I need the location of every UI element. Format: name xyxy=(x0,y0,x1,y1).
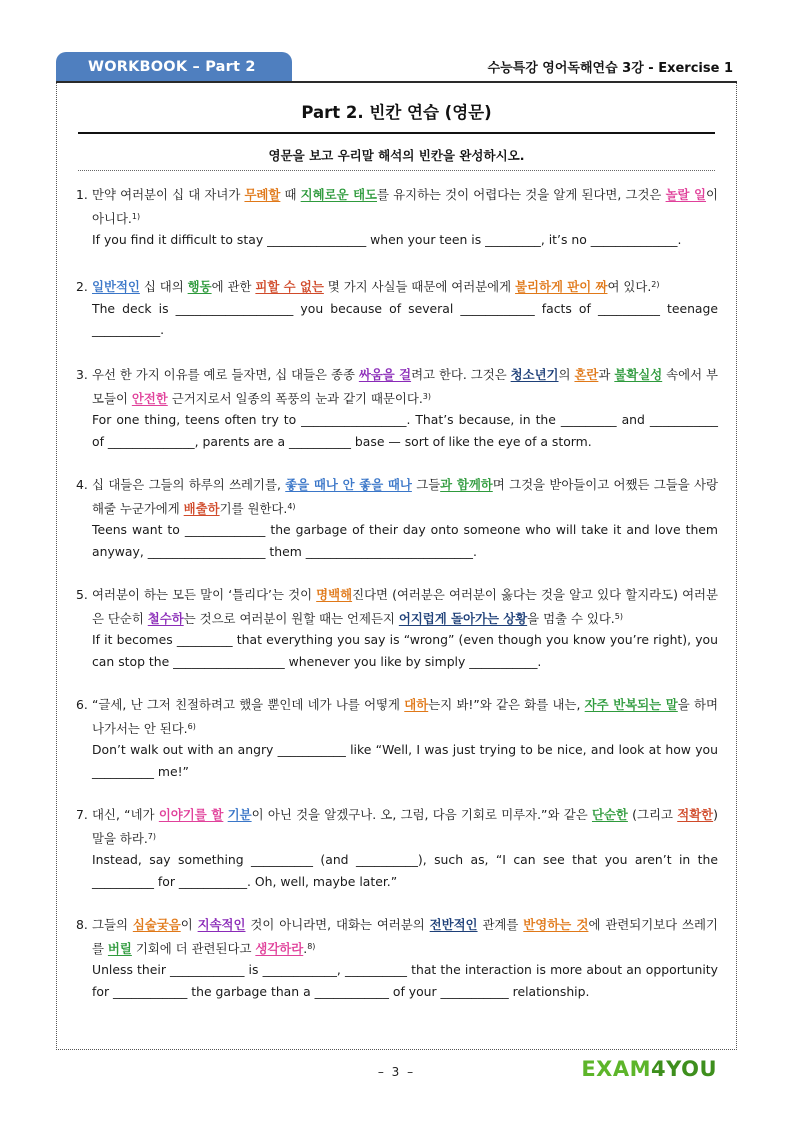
highlighted-phrase: 전반적인 xyxy=(429,917,478,932)
korean-sentence xyxy=(76,184,718,229)
item-number: 3. xyxy=(76,367,88,382)
english-blank-sentence: The deck is ___________________ you because of several ____________ facts of __________ teenage ___________. xyxy=(92,300,718,337)
sentence-text: 관계를 xyxy=(477,917,524,932)
highlighted-phrase: 명백해 xyxy=(316,587,353,602)
english-blank-sentence: Don’t walk out with an angry ___________ like “Well, I was just trying to be nice, and look at how you __________ me!” xyxy=(92,742,718,779)
sentence-text: “글세, 난 그저 친절하려고 했을 뿐인데 네가 나를 어떻게 xyxy=(92,697,405,712)
sentence-text: 에 관련되기보다 쓰레기를 xyxy=(92,917,718,956)
sentence-text: 그들의 xyxy=(92,917,133,932)
korean-sentence xyxy=(76,274,718,298)
sentence-text: 대신, “네가 xyxy=(92,807,159,822)
english-blank-sentence: For one thing, teens often try to _________________. That’s because, in the _________ and ___________ of ______________, parents are a __________ base — sort of like the eye of a storm. xyxy=(92,412,718,449)
sentence-text: 며 그것을 받아들이고 어쨌든 그들을 사랑해줄 누군가에게 xyxy=(92,477,718,516)
korean-sentence xyxy=(76,804,718,849)
highlighted-phrase: 안전한 xyxy=(131,390,168,406)
korean-sentence xyxy=(76,914,718,959)
sentence-text: 진다면 (여러분은 여러분이 옳다는 것을 알고 있다 할지라도) 여러분은 단순히 xyxy=(92,587,718,626)
highlighted-phrase: 청소년기 xyxy=(510,367,559,382)
highlighted-phrase: 자주 반복되는 말 xyxy=(584,697,678,712)
footnote-marker: 3) xyxy=(422,391,431,401)
highlighted-phrase: 버릴 xyxy=(107,940,132,956)
highlighted-phrase: 행동 xyxy=(187,279,212,294)
item-number: 6. xyxy=(76,697,88,712)
item-number: 5. xyxy=(76,587,88,602)
sentence-text: 과 xyxy=(598,367,615,382)
exam4you-logo xyxy=(581,1057,717,1081)
highlighted-phrase: 지혜로운 태도 xyxy=(300,187,378,202)
exercise-item xyxy=(76,274,718,341)
footnote-marker: 7) xyxy=(147,831,156,841)
sentence-text: 몇 가지 사실들 때문에 여러분에게 xyxy=(323,279,516,294)
highlighted-phrase: 무례할 xyxy=(244,187,281,202)
english-blank-sentence: If it becomes _________ that everything you say is “wrong” (even though you know you’re right), you can stop the __________________ whenever you like by simply ___________. xyxy=(92,632,718,669)
sentence-text: 이 아닌 것을 알겠구나. 오, 그럼, 다음 기회로 미루자.”와 같은 xyxy=(251,807,592,822)
highlighted-phrase: 싸움을 걸 xyxy=(358,367,412,382)
highlighted-phrase: 불확실성 xyxy=(614,367,663,382)
sentence-text: 는 것으로 여러분이 원할 때는 언제든지 xyxy=(183,610,399,626)
sentence-text: 만약 여러분이 십 대 자녀가 xyxy=(92,187,245,202)
english-blank-sentence: Teens want to _____________ the garbage of their day onto someone who will take it and love them anyway, ___________________ them ___________________________. xyxy=(92,522,718,559)
english-blank-sentence: If you find it difficult to stay ________________ when your teen is _________, it’s no ______________. xyxy=(92,232,682,247)
highlighted-phrase: 혼란 xyxy=(574,367,599,382)
sentence-text: 을 하며 나가서는 안 된다. xyxy=(92,697,718,736)
sentence-text: 십 대들은 그들의 하루의 쓰레기를, xyxy=(92,477,286,492)
korean-sentence xyxy=(76,694,718,739)
exercise-item xyxy=(76,804,718,892)
sentence-text: 이 아니다. xyxy=(92,187,718,226)
highlighted-phrase: 심술궂음 xyxy=(132,917,181,932)
sentence-text: 것이 아니라면, 대화는 여러분의 xyxy=(245,917,430,932)
sentence-text: 려고 한다. 그것은 xyxy=(411,367,511,382)
highlighted-phrase: 생각하라 xyxy=(255,940,304,956)
highlighted-phrase: 일반적인 xyxy=(92,279,140,294)
english-blank-sentence: Unless their ____________ is ____________, __________ that the interaction is more about an opportunity for ____________ the garbage than a ____________ of your ___________ relationship. xyxy=(92,962,718,999)
sentence-text: 십 대의 xyxy=(139,279,188,294)
highlighted-phrase: 피할 수 없는 xyxy=(255,279,324,294)
highlighted-phrase: 과 함께하 xyxy=(440,477,493,492)
sentence-text: 는지 봐!”와 같은 화를 내는, xyxy=(428,697,585,712)
sentence-text: 때 xyxy=(280,187,301,202)
exercise-item xyxy=(76,584,718,672)
sentence-text: 의 xyxy=(558,367,575,382)
sentence-text: 근거지로서 일종의 폭풍의 눈과 같기 때문이다. xyxy=(167,390,423,406)
sentence-text: 에 관한 xyxy=(211,279,256,294)
korean-sentence xyxy=(76,584,718,629)
highlighted-phrase: 지속적인 xyxy=(197,917,246,932)
sentence-text: 기회에 더 관련된다고 xyxy=(131,940,256,956)
highlighted-phrase: 단순한 xyxy=(591,807,628,822)
exercise-item xyxy=(76,474,718,562)
sentence-text: ) 말을 하라. xyxy=(92,807,718,846)
title-divider xyxy=(78,132,715,134)
korean-sentence xyxy=(76,474,718,519)
sentence-text: 을 멈출 수 있다. xyxy=(527,610,615,626)
sentence-text: 여러분이 하는 모든 말이 ‘틀리다’는 것이 xyxy=(92,587,317,602)
item-number: 7. xyxy=(76,807,88,822)
sentence-text: (그리고 xyxy=(627,807,678,822)
sentence-text: 이 xyxy=(180,917,198,932)
highlighted-phrase: 적확한 xyxy=(677,807,714,822)
footnote-marker: 2) xyxy=(651,280,660,289)
logo-accent-text: 4YOU xyxy=(651,1057,717,1081)
highlighted-phrase: 좋을 때나 안 좋을 때나 xyxy=(285,477,412,492)
lesson-title: 수능특강 영어독해연습 3강 - Exercise 1 xyxy=(487,61,733,76)
footnote-marker: 8) xyxy=(307,941,316,951)
highlighted-phrase: 어지럽게 돌아가는 상황 xyxy=(398,610,528,626)
highlighted-phrase: 반영하는 것 xyxy=(523,917,589,932)
instruction: 영문을 보고 우리말 해석의 빈칸을 완성하시오. xyxy=(268,148,525,163)
exercise-item xyxy=(76,914,718,1002)
exercise-item xyxy=(76,364,718,452)
english-blank-sentence: Instead, say something __________ (and __________), such as, “I can see that you aren’t in the __________ for ___________. Oh, well, maybe later.” xyxy=(92,852,718,889)
sentence-text: 기를 원한다. xyxy=(219,500,288,516)
item-number: 2. xyxy=(76,279,88,294)
instruction-divider xyxy=(78,170,715,171)
logo-main-text: EXAM xyxy=(581,1057,652,1081)
footnote-marker: 6) xyxy=(187,721,196,731)
highlighted-phrase: 이야기를 할 xyxy=(158,807,224,822)
page-number: – 3 – xyxy=(377,1065,416,1079)
footnote-marker: 1) xyxy=(131,211,141,221)
item-number: 1. xyxy=(76,187,88,202)
highlighted-phrase: 놀랄 일 xyxy=(665,187,707,202)
highlighted-phrase: 대하 xyxy=(404,697,429,712)
korean-sentence xyxy=(76,364,718,409)
exercise-item xyxy=(76,184,718,251)
sentence-text: . xyxy=(303,940,308,956)
footnote-marker: 5) xyxy=(614,611,623,621)
sentence-text: 여 있다. xyxy=(607,279,652,294)
item-number: 4. xyxy=(76,477,88,492)
item-number: 8. xyxy=(76,917,88,932)
exercise-item xyxy=(76,694,718,782)
sentence-text: 그들 xyxy=(411,477,441,492)
highlighted-phrase: 배출하 xyxy=(183,500,220,516)
sentence-text: 속에서 부모들이 xyxy=(92,367,718,406)
highlighted-phrase: 불리하게 판이 짜 xyxy=(515,279,608,294)
workbook-tab: WORKBOOK – Part 2 xyxy=(56,52,292,82)
part-title: Part 2. 빈칸 연습 (영문) xyxy=(301,103,492,122)
footnote-marker: 4) xyxy=(287,501,296,511)
sentence-text: 를 유지하는 것이 어렵다는 것을 알게 된다면, 그것은 xyxy=(377,187,666,202)
highlighted-phrase: 기분 xyxy=(227,807,252,822)
highlighted-phrase: 철수하 xyxy=(147,610,184,626)
sentence-text: 우선 한 가지 이유를 예로 들자면, 십 대들은 종종 xyxy=(92,367,359,382)
